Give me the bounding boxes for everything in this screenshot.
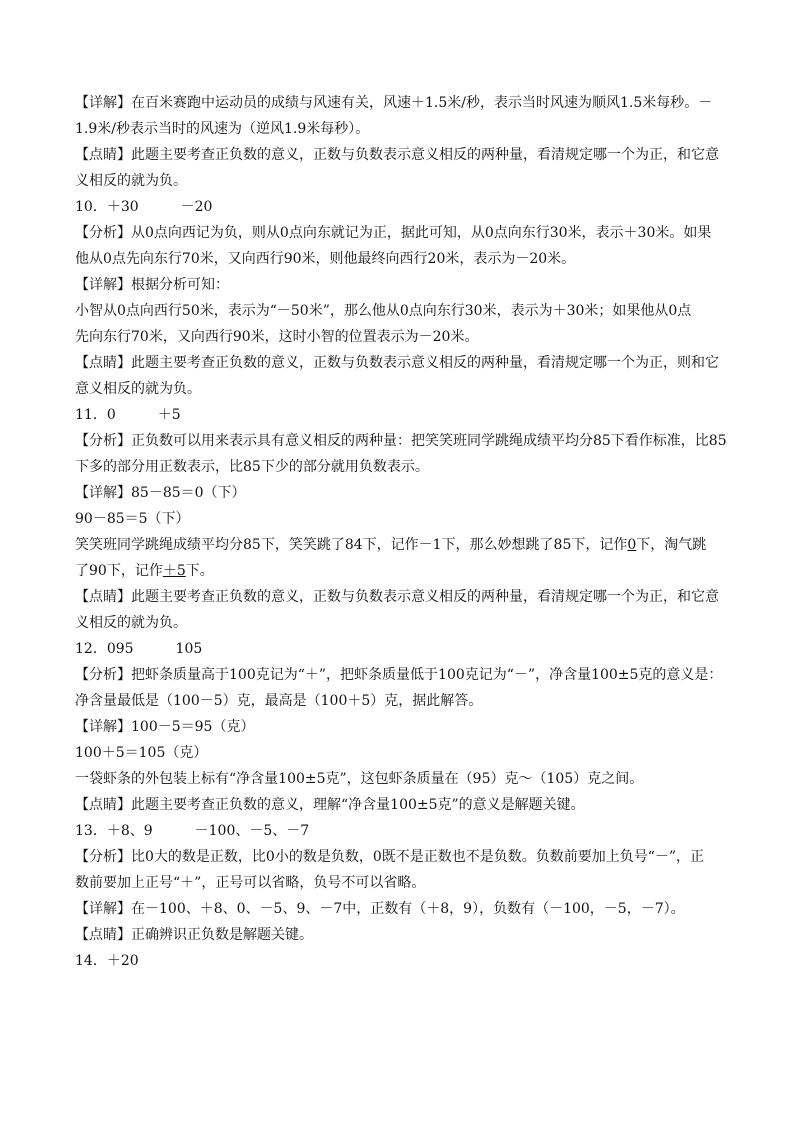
note-paragraph: 【点睛】正确辨识正负数是解题关键。: [75, 927, 313, 943]
analysis-paragraph: 他从0点先向东行70米，又向西行90米，则他最终向西行20米，表示为－20米。: [75, 251, 576, 267]
detail-paragraph: [75, 532, 725, 558]
text-segment: 下。: [185, 563, 214, 579]
detail-paragraph: 【详解】在百米赛跑中运动员的成绩与风速有关，风速＋1.5米/秒，表示当时风速为顺风1.5米每秒。－: [75, 95, 713, 111]
analysis-paragraph: 【分析】正负数可以用来表示具有意义相反的两种量：把笑笑班同学跳绳成绩平均分85下看作标准，比85: [75, 433, 727, 449]
note-paragraph: 【点睛】此题主要考查正负数的意义，理解“净含量100±5克”的意义是解题关键。: [75, 797, 585, 813]
text-segment: 了90下，记作: [75, 563, 163, 579]
detail-paragraph: 先向东行70米，又向西行90米，这时小智的位置表示为－20米。: [75, 329, 479, 345]
detail-paragraph: 【详解】100－5＝95（克）: [75, 719, 255, 735]
answer-11: 11．0 ＋5: [75, 407, 181, 423]
note-paragraph: 意义相反的就为负。: [75, 381, 201, 397]
note-paragraph: 【点睛】此题主要考查正负数的意义，正数与负数表示意义相反的两种量，看清规定哪一个为正，和它意: [75, 589, 719, 605]
detail-paragraph: 90－85＝5（下）: [75, 511, 190, 527]
answer-10: 10．＋30 －20: [75, 199, 213, 215]
analysis-paragraph: 数前要加上正号“＋”，正号可以省略，负号不可以省略。: [75, 875, 426, 891]
note-paragraph: 义相反的就为负。: [75, 615, 187, 631]
answer-12: 12．095 105: [75, 641, 203, 657]
underlined-answer: ＋5: [162, 563, 186, 579]
detail-paragraph: 一袋虾条的外包装上标有“净含量100±5克”，这包虾条质量在（95）克～（105）克之间。: [75, 771, 644, 787]
analysis-paragraph: 净含量最低是（100－5）克，最高是（100＋5）克，据此解答。: [75, 693, 483, 709]
text-segment: 下，淘气跳: [636, 537, 707, 553]
analysis-paragraph: 下多的部分用正数表示，比85下少的部分就用负数表示。: [75, 459, 429, 475]
detail-paragraph: [75, 558, 725, 584]
answer-13: 13．＋8、9 －100、－5、－7: [75, 823, 310, 839]
detail-paragraph: 【详解】根据分析可知：: [75, 277, 229, 293]
note-paragraph: 义相反的就为负。: [75, 173, 187, 189]
document-page: [75, 90, 725, 974]
detail-paragraph: 100＋5＝105（克）: [75, 745, 208, 761]
detail-paragraph: 小智从0点向西行50米，表示为“－50米”，那么他从0点向东行30米，表示为＋30米；如果他从0点: [75, 303, 692, 319]
note-paragraph: 【点睛】此题主要考查正负数的意义，正数与负数表示意义相反的两种量，看清规定哪一个为正，则和它: [75, 355, 719, 371]
analysis-paragraph: 【分析】比0大的数是正数，比0小的数是负数，0既不是正数也不是负数。负数前要加上负号“－”，正: [75, 849, 705, 865]
answer-14: 14．＋20: [75, 953, 139, 969]
text-segment: 笑笑班同学跳绳成绩平均分85下，笑笑跳了84下，记作－1下，那么妙想跳了85下，记作: [75, 537, 628, 553]
underlined-answer: 0: [627, 537, 637, 553]
analysis-paragraph: 【分析】把虾条质量高于100克记为“＋”，把虾条质量低于100克记为“－”，净含量100±5克的意义是：: [75, 667, 723, 683]
detail-paragraph: 1.9米/秒表示当时的风速为（逆风1.9米每秒）。: [75, 121, 370, 137]
note-paragraph: 【点睛】此题主要考查正负数的意义，正数与负数表示意义相反的两种量，看清规定哪一个为正，和它意: [75, 147, 719, 163]
analysis-paragraph: 【分析】从0点向西记为负，则从0点向东就记为正，据此可知，从0点向东行30米，表示＋30米。如果: [75, 225, 712, 241]
detail-paragraph: 【详解】85－85＝0（下）: [75, 485, 246, 501]
detail-paragraph: 【详解】在－100、＋8、0、－5、9、－7中，正数有（＋8，9），负数有（－100，－5，－7）。: [75, 901, 685, 917]
